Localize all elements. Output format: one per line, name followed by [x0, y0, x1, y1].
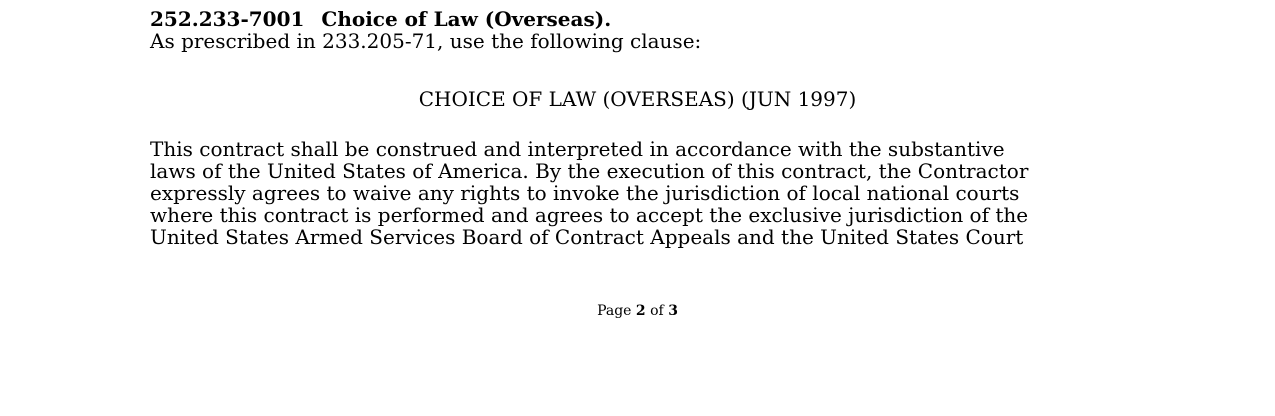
- clause-body-line: where this contract is performed and agrees to accept the exclusive jurisdiction of the: [150, 203, 1029, 227]
- prescription-text: As prescribed in 233.205-71, use the following clause:: [150, 29, 702, 53]
- clause-heading-title: Choice of Law (Overseas).: [321, 7, 612, 31]
- clause-body-line: United States Armed Services Board of Contract Appeals and the United States Court: [150, 225, 1024, 249]
- clause-body-line: laws of the United States of America. By the execution of this contract, the Contractor: [150, 159, 1029, 183]
- clause-body-line: expressly agrees to waive any rights to invoke the jurisdiction of local national courts: [150, 181, 1020, 205]
- total-pages-number: 3: [668, 303, 678, 319]
- clause-title: CHOICE OF LAW (OVERSEAS) (JUN 1997): [418, 87, 857, 111]
- clause-heading: [150, 8, 1150, 30]
- clause-header: [150, 8, 1150, 52]
- clause-body-line: This contract shall be construed and interpreted in accordance with the substantive: [150, 137, 1005, 161]
- of-word: of: [650, 303, 664, 319]
- page-footer: [0, 302, 1275, 320]
- current-page-number: 2: [635, 303, 646, 319]
- page-word: Page: [597, 303, 632, 319]
- clause-number: 252.233-7001: [150, 7, 305, 31]
- clause-body: [150, 138, 1140, 248]
